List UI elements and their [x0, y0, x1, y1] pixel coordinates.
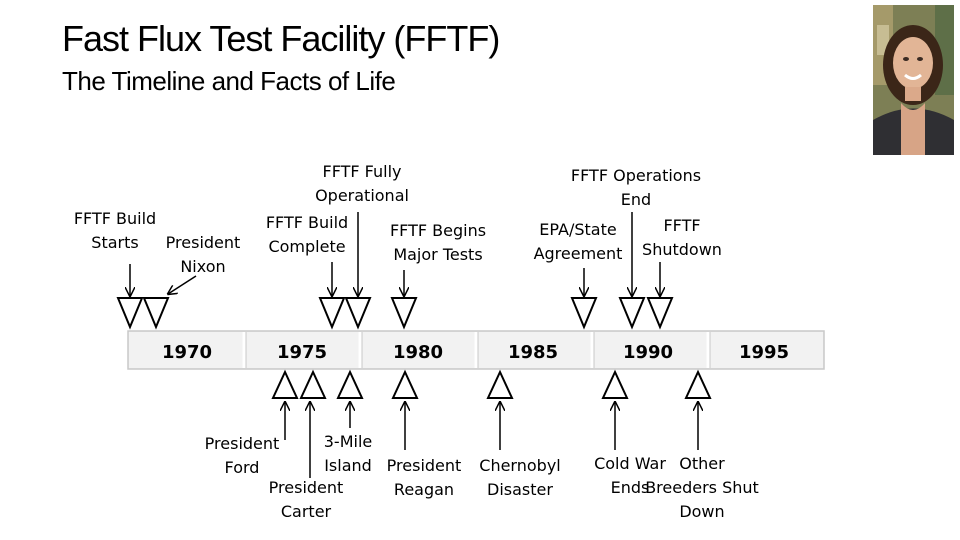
event-label-epa-state-agreement: EPA/State Agreement — [533, 220, 623, 263]
event-label-cold-war-ends: Cold War Ends — [594, 454, 666, 497]
event-label-chernobyl-disaster: Chernobyl Disaster — [479, 456, 561, 499]
year-label-1970: 1970 — [161, 342, 213, 363]
year-label-1985: 1985 — [507, 342, 559, 363]
event-label-fully-operational: FFTF Fully Operational — [315, 162, 409, 205]
event-label-other-breeders: Other Breeders Shut Down — [645, 454, 759, 521]
marker-epa-state-agreement — [572, 298, 596, 327]
event-label-three-mile-island: 3-Mile Island — [323, 432, 373, 475]
marker-three-mile-island — [338, 372, 362, 398]
marker-fftf-shutdown — [648, 298, 672, 327]
marker-president-reagan — [393, 372, 417, 398]
page-subtitle: The Timeline and Facts of Life — [62, 66, 396, 96]
marker-president-nixon — [144, 298, 168, 327]
marker-begins-major-tests — [392, 298, 416, 327]
year-label-1975: 1975 — [276, 342, 328, 363]
event-markers-below — [273, 372, 710, 398]
event-label-build-complete: FFTF Build Complete — [265, 213, 349, 256]
year-label-1995: 1995 — [738, 342, 790, 363]
marker-president-ford — [273, 372, 297, 398]
event-label-build-starts: FFTF Build Starts — [73, 209, 157, 252]
marker-build-starts — [118, 298, 142, 327]
marker-chernobyl-disaster — [488, 372, 512, 398]
event-label-president-reagan: President Reagan — [386, 456, 462, 499]
event-label-fftf-shutdown: FFTF Shutdown — [642, 216, 722, 259]
marker-president-carter — [301, 372, 325, 398]
marker-cold-war-ends — [603, 372, 627, 398]
event-label-president-ford: President Ford — [204, 434, 280, 477]
year-label-1980: 1980 — [392, 342, 444, 363]
event-markers-above — [118, 298, 672, 327]
page-title: Fast Flux Test Facility (FFTF) — [62, 18, 500, 59]
marker-build-complete — [320, 298, 344, 327]
marker-other-breeders — [686, 372, 710, 398]
event-label-president-carter: President Carter — [268, 478, 344, 521]
marker-fully-operational — [346, 298, 370, 327]
event-label-begins-major-tests: FFTF Begins Major Tests — [389, 221, 487, 264]
year-label-1990: 1990 — [622, 342, 674, 363]
event-label-operations-end: FFTF Operations End — [570, 166, 702, 209]
event-label-president-nixon: President Nixon — [165, 233, 241, 276]
marker-operations-end — [620, 298, 644, 327]
